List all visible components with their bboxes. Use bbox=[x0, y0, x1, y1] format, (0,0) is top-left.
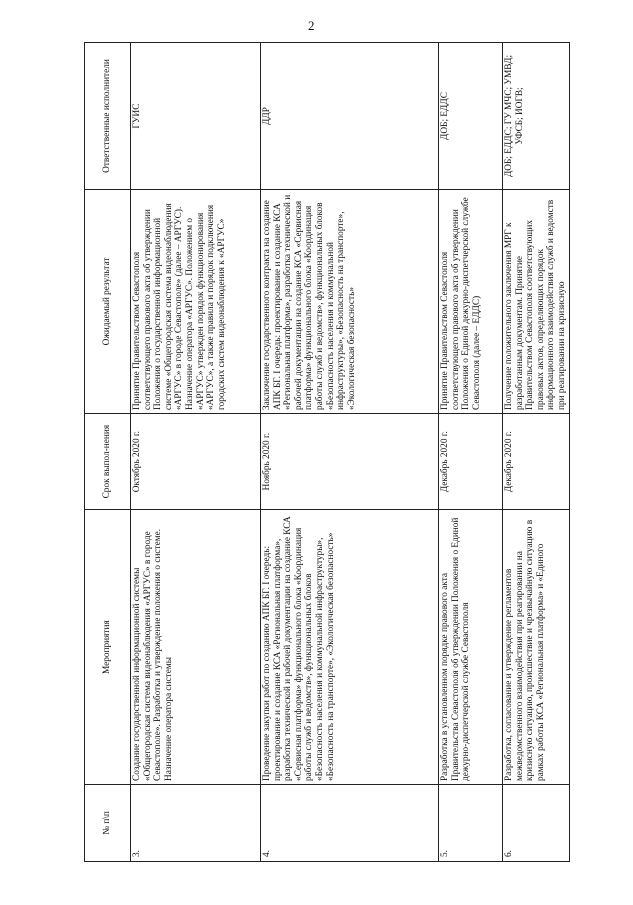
row-deadline: Декабрь 2020 г. bbox=[439, 414, 503, 510]
header-num: № п\п bbox=[85, 785, 131, 862]
row-deadline: Октябрь 2020 г. bbox=[131, 414, 261, 510]
row-deadline: Декабрь 2020 г. bbox=[503, 414, 570, 510]
row-activity: Проведение закупки работ по созданию АПК БГ. I очередь: проектирование и создание КСА «Региональная платформа», разработка технической и рабочей документации на создание КСА «Сервисная платформа» функционального блока «Координация работы служб и ведомств», функциональных блоков «Безопасность населения и коммунальной инфраструктуры», «Безопасность на транспорте», «Экологическая безопасность» bbox=[261, 510, 439, 785]
header-deadline: Срок выпол-нения bbox=[85, 414, 131, 510]
row-result: Заключение государственного контракта на создание АПК БГ. I очередь: проектирование и создание КСА «Региональная платформа», разработка технической и рабочей документации на создание КСА «Сервисная платформа» функционального блока «Координация работы служб и ведомств», функциональных блоков «Безопасность населения и коммунальной инфраструктуры», «Безопасность на транспорте», «Экологическая безопасность» bbox=[261, 190, 439, 414]
activities-table bbox=[84, 42, 570, 862]
header-executors: Ответственные исполнители bbox=[85, 43, 131, 190]
table-row bbox=[503, 43, 570, 862]
row-executors: ДОБ; ЕДДС; ГУ МЧС; УМВД; УФСБ; ИОГВ; bbox=[503, 43, 570, 190]
row-executors: ДОБ; ЕДДС bbox=[439, 43, 503, 190]
table-row bbox=[261, 43, 439, 862]
header-activity: Мероприятия bbox=[85, 510, 131, 785]
page-number: 2 bbox=[308, 18, 315, 33]
row-num: 4. bbox=[261, 785, 439, 862]
row-num: 5. bbox=[439, 785, 503, 862]
row-num: 6. bbox=[503, 785, 570, 862]
row-num: 3. bbox=[131, 785, 261, 862]
table-row bbox=[131, 43, 261, 862]
row-executors: ГУИС bbox=[131, 43, 261, 190]
row-deadline: Ноябрь 2020 г. bbox=[261, 414, 439, 510]
row-result: Принятие Правительством Севастополя соответствующего правового акта об утверждении Положения о государственной информационной системе «Общегородская система видеонаблюдения «АРГУС» в городе Севастополе» (далее – АРГУС). Назначение оператора «АРГУС». Положением о «АРГУС» утвержден порядок функционирования «АРГУС», а также правила и порядок подключения городских систем видеонаблюдения к «АРГУС» bbox=[131, 190, 261, 414]
row-activity: Разработка в установленном порядке правового акта Правительства Севастополя об утверждении Положения о Единой дежурно-диспетчерской службе Севастополя bbox=[439, 510, 503, 785]
row-result: Получение положительного заключения МРГ к разработанным документам. Принятие Правительством Севастополя соответствующих правовых актов, определяющих порядок информационного взаимодействия служб и ведомств при реагировании на кризисную bbox=[503, 190, 570, 414]
row-result: Принятие Правительством Севастополя соответствующего правового акта об утверждении Положения о Единой дежурно-диспетчерской службе Севастополя (далее – ЕДДС) bbox=[439, 190, 503, 414]
document-table-rotated bbox=[84, 42, 567, 862]
table-row bbox=[439, 43, 503, 862]
table-header-row bbox=[85, 43, 131, 862]
row-activity: Разработка, согласование и утверждение регламентов межведомственного взаимодействия при реагировании на кризисную ситуацию, происшествие и чрезвычайную ситуацию в рамках работы КСА «Региональная платформа» и «Единого bbox=[503, 510, 570, 785]
row-executors: ДДР bbox=[261, 43, 439, 190]
row-activity: Создание государственной информационной системы «Общегородская система видеонаблюдения «АРГУС» в городе Севастополе». Разработка и утверждение положения о системе. Назначение оператора системы bbox=[131, 510, 261, 785]
header-result: Ожидаемый результат bbox=[85, 190, 131, 414]
